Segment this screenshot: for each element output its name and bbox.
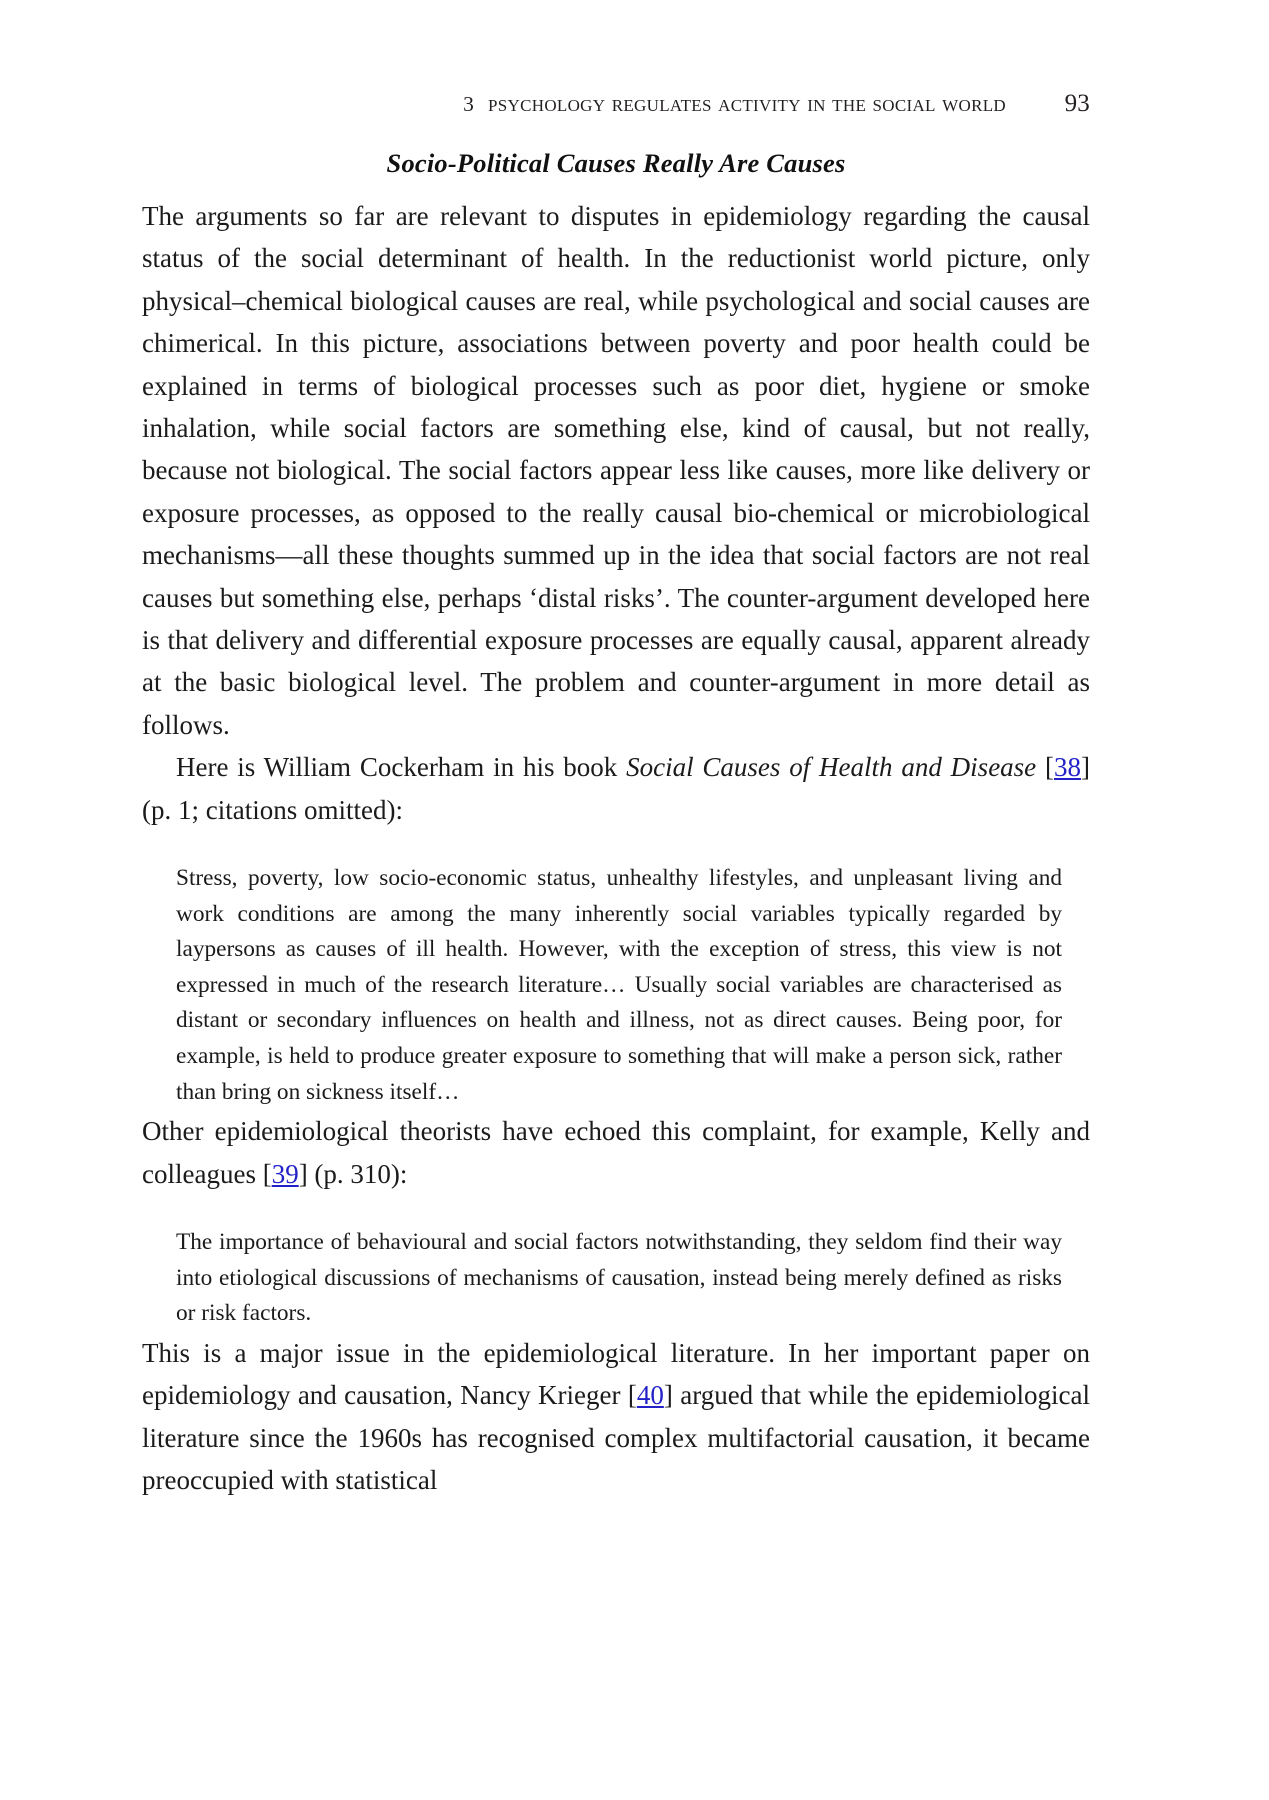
cockerham-intro-text-c: ] (p. 1; citations omitted):: [142, 752, 1090, 825]
citation-link-40[interactable]: 40: [636, 1380, 664, 1411]
other-theorists-text-b: ] (p. 310):: [298, 1158, 408, 1189]
other-theorists-text-a: Other epidemiological theorists have echoed this complaint, for example, Kelly and colleagues [: [142, 1116, 1090, 1189]
running-head-title: psychology regulates activity in the social world: [488, 90, 1006, 117]
paragraph-other-theorists: [142, 1110, 1090, 1195]
paragraph-major-issue: [142, 1332, 1090, 1502]
paragraph-cockerham-intro: [142, 746, 1090, 831]
page-content: [142, 148, 1090, 1501]
page-number: 93: [1064, 90, 1090, 117]
citation-link-38[interactable]: 38: [1054, 752, 1081, 783]
book-title-social-causes: Social Causes of Health and Disease: [626, 752, 1037, 783]
citation-link-39[interactable]: 39: [271, 1158, 299, 1189]
cockerham-intro-text-a: Here is William Cockerham in his book: [176, 752, 627, 783]
major-issue-text-a: This is a major issue in the epidemiological literature. In her important paper on epidemiology and causation, Nancy Krieger [: [142, 1337, 1090, 1411]
blockquote-cockerham-text: Stress, poverty, low socio-economic status, unhealthy lifestyles, and unpleasant living and work conditions are among the many inherently social variables typically regarded by laypersons as causes of ill health. However, with the exception of stress, this view is not expressed in much of the research literature… Usually social variables are characterised as distant or secondary influences on health and illness, not as direct causes. Being poor, for example, is held to produce greater exposure to something that will make a person sick, rather than bring on sickness itself…: [176, 865, 1062, 1105]
blockquote-cockerham: [142, 861, 1090, 1110]
paragraph-arguments-so-far: The arguments so far are relevant to disputes in epidemiology regarding the causal status of the social determinant of health. In the reductionist world picture, only physical–chemical biological causes are real, while psychological and social causes are chimerical. In this picture, associations between poverty and poor health could be explained in terms of biological processes such as poor diet, hygiene or smoke inhalation, while social factors are something else, kind of causal, but not really, because not biological. The social factors appear less like causes, more like delivery or exposure processes, as opposed to the really causal bio-chemical or microbiological mechanisms—all these thoughts summed up in the idea that social factors are not real causes but something else, perhaps ‘distal risks’. The counter-argument developed here is that delivery and differential exposure processes are equally causal, apparent already at the basic biological level. The problem and counter-argument in more detail as follows.: [142, 201, 1090, 740]
section-heading: Socio-Political Causes Really Are Causes: [386, 148, 846, 178]
blockquote-kelly: [142, 1225, 1090, 1332]
major-issue-text-b: ] argued that while the epidemiological literature since the 1960s has recognised complex multifactorial causation, it became preoccupied with statistical: [142, 1380, 1090, 1496]
blockquote-kelly-text: The importance of behavioural and social factors notwithstanding, they seldom find their way into etiological discussions of mechanisms of causation, instead being merely defined as risks or risk factors.: [176, 1229, 1062, 1327]
running-head: [145, 90, 1090, 118]
cockerham-intro-text-b: [: [1036, 752, 1054, 783]
running-head-chapter-number: 3: [463, 92, 475, 116]
